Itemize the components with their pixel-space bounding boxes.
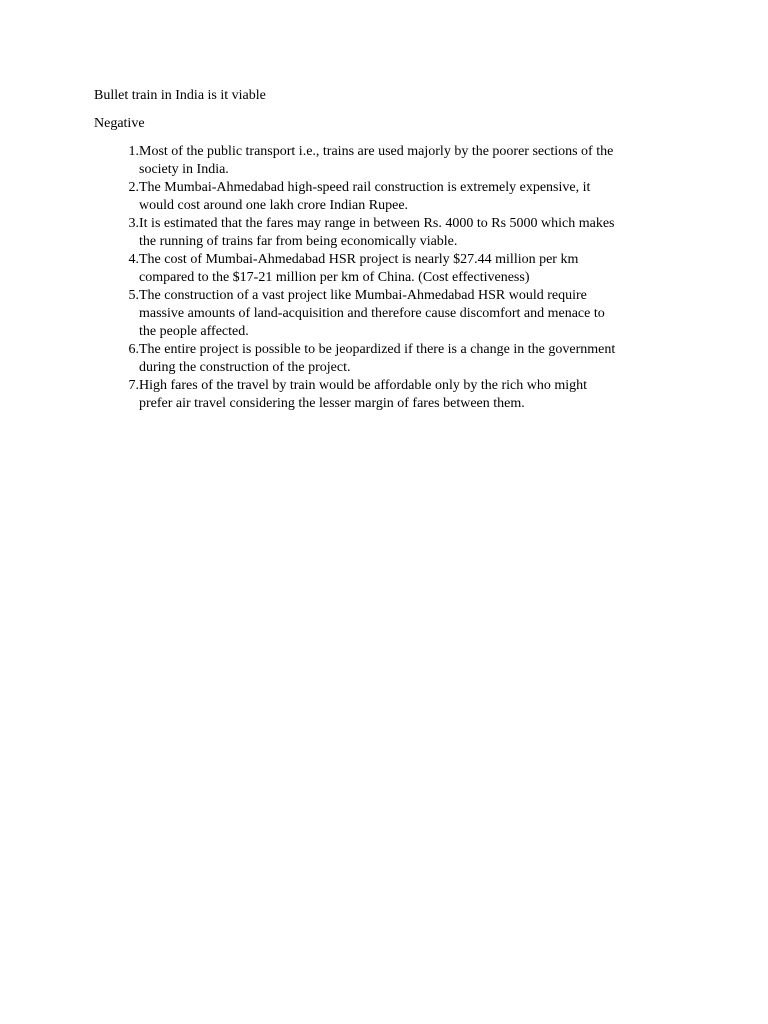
list-item-number: 6. (128, 342, 139, 357)
list-item (94, 215, 684, 251)
list-item-line: the running of trains far from being economically viable. (139, 234, 458, 249)
list-item-number: 2. (128, 180, 139, 195)
list-item (94, 287, 684, 341)
list-item-line: during the construction of the project. (139, 360, 351, 375)
document-title: Bullet train in India is it viable (94, 88, 266, 103)
list-item-text (139, 287, 684, 341)
list-item (94, 377, 684, 413)
list-item-line: It is estimated that the fares may range in between Rs. 4000 to Rs 5000 which makes (139, 216, 615, 231)
list-item-text (139, 215, 684, 251)
list-item (94, 251, 684, 287)
list-item-line: would cost around one lakh crore Indian Rupee. (139, 198, 409, 213)
list-item-line: society in India. (139, 162, 229, 177)
list-item-text (139, 341, 684, 377)
list-item-text (139, 179, 684, 215)
list-item (94, 341, 684, 377)
list-item-text (139, 251, 684, 287)
list-item (94, 179, 684, 215)
list-item-line: The Mumbai-Ahmedabad high-speed rail construction is extremely expensive, it (139, 180, 591, 195)
list-item-line: compared to the $17-21 million per km of China. (Cost effectiveness) (139, 270, 530, 285)
list-item-line: The cost of Mumbai-Ahmedabad HSR project is nearly $27.44 million per km (139, 252, 579, 267)
list-item-text (139, 377, 684, 413)
points-list (94, 143, 684, 413)
list-item-line: massive amounts of land-acquisition and therefore cause discomfort and menace to (139, 306, 605, 321)
list-item-text (139, 143, 684, 179)
list-item-number: 5. (128, 288, 139, 303)
list-item (94, 143, 684, 179)
list-item-line: Most of the public transport i.e., trains are used majorly by the poorer sections of the (139, 144, 614, 159)
section-heading: Negative (94, 116, 145, 131)
list-item-number: 4. (128, 252, 139, 267)
list-item-line: The entire project is possible to be jeopardized if there is a change in the government (139, 342, 616, 357)
list-item-line: The construction of a vast project like Mumbai-Ahmedabad HSR would require (139, 288, 587, 303)
list-item-number: 7. (128, 378, 139, 393)
list-item-line: High fares of the travel by train would be affordable only by the rich who might (139, 378, 588, 393)
list-item-number: 1. (128, 144, 139, 159)
list-item-line: prefer air travel considering the lesser margin of fares between them. (139, 396, 525, 411)
list-item-line: the people affected. (139, 324, 249, 339)
list-item-number: 3. (128, 216, 139, 231)
